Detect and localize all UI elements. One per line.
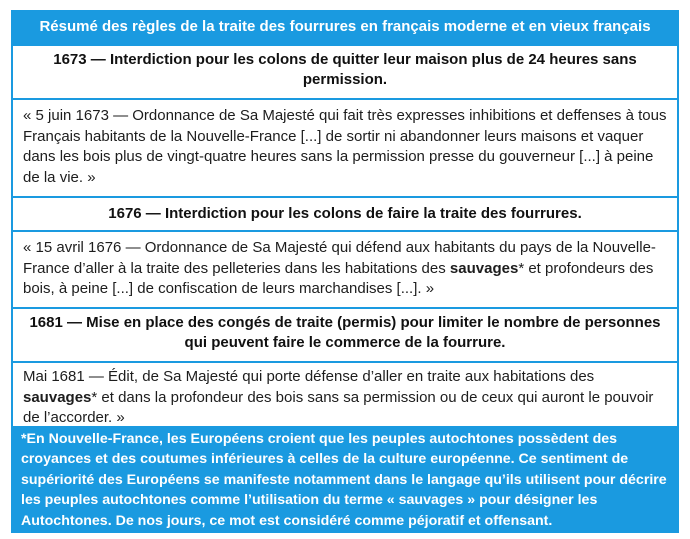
section-1676-quote-text-b: * et profondeurs des bois, à peine [...] de confiscation de leurs marchandises [...]. » bbox=[23, 259, 654, 297]
section-1676-quote bbox=[13, 232, 677, 300]
footnote: *En Nouvelle-France, les Européens croient que les peuples autochtones possèdent des croyances et des coutumes inférieures à celles de la culture européenne. Ce sentiment de supériorité des Européens se manifeste notamment dans le langage qu’ils utilisent pour décrire les peuples autochtones comme l’utilisation du terme « sauvages » pour désigner les Autochtones. De nos jours, ce mot est considéré comme péjoratif et offensant. bbox=[21, 431, 667, 529]
section-1681-quote-box bbox=[13, 363, 677, 426]
section-1673-quote: « 5 juin 1673 — Ordonnance de Sa Majesté qui fait très expresses inhibitions et deffenses à tous Français habitants de la Nouvelle-France [...] de sortir ni abandonner leurs maisons et vaquer dans les bois plus de vingt-quatre heures sans la permission presse du gouverneur [...] à peine de la vie. » bbox=[23, 107, 667, 186]
section-1676-heading: 1676 — Interdiction pour les colons de faire la traite des fourrures. bbox=[108, 205, 582, 222]
section-1681-quote-text-b: * et dans la profondeur des bois sans sa permission ou de ceux qui auront le pouvoir de l’accorder. » bbox=[23, 388, 654, 426]
page-title: Résumé des règles de la traite des fourrures en français moderne et en vieux français bbox=[39, 18, 651, 35]
section-1681-quote-text-a: Mai 1681 — Édit, de Sa Majesté qui porte défense d’aller en traite aux habitations des bbox=[23, 368, 595, 385]
section-1673-heading-box bbox=[13, 46, 677, 98]
section-1676-heading-box bbox=[13, 198, 677, 230]
section-1673-quote-box bbox=[13, 100, 677, 196]
section-1681-heading: 1681 — Mise en place des congés de traite (permis) pour limiter le nombre de personnes qui peuvent faire le commerce de la fourrure. bbox=[29, 314, 661, 351]
section-1681-quote bbox=[13, 363, 677, 429]
section-1676-quote-box bbox=[13, 232, 677, 307]
section-1676-quote-term: sauvages bbox=[449, 259, 519, 277]
section-1681-heading-box bbox=[13, 309, 677, 361]
section-1676-quote-text-a: « 15 avril 1676 — Ordonnance de Sa Majesté qui défend aux habitants du pays de la Nouvelle-France d’aller à la traite des pelleteries dans les habitations des bbox=[23, 239, 656, 277]
summary-panel bbox=[11, 10, 679, 533]
section-1673-heading: 1673 — Interdiction pour les colons de quitter leur maison plus de 24 heures sans permission. bbox=[53, 51, 637, 88]
section-1681-quote-term: sauvages bbox=[23, 388, 92, 406]
